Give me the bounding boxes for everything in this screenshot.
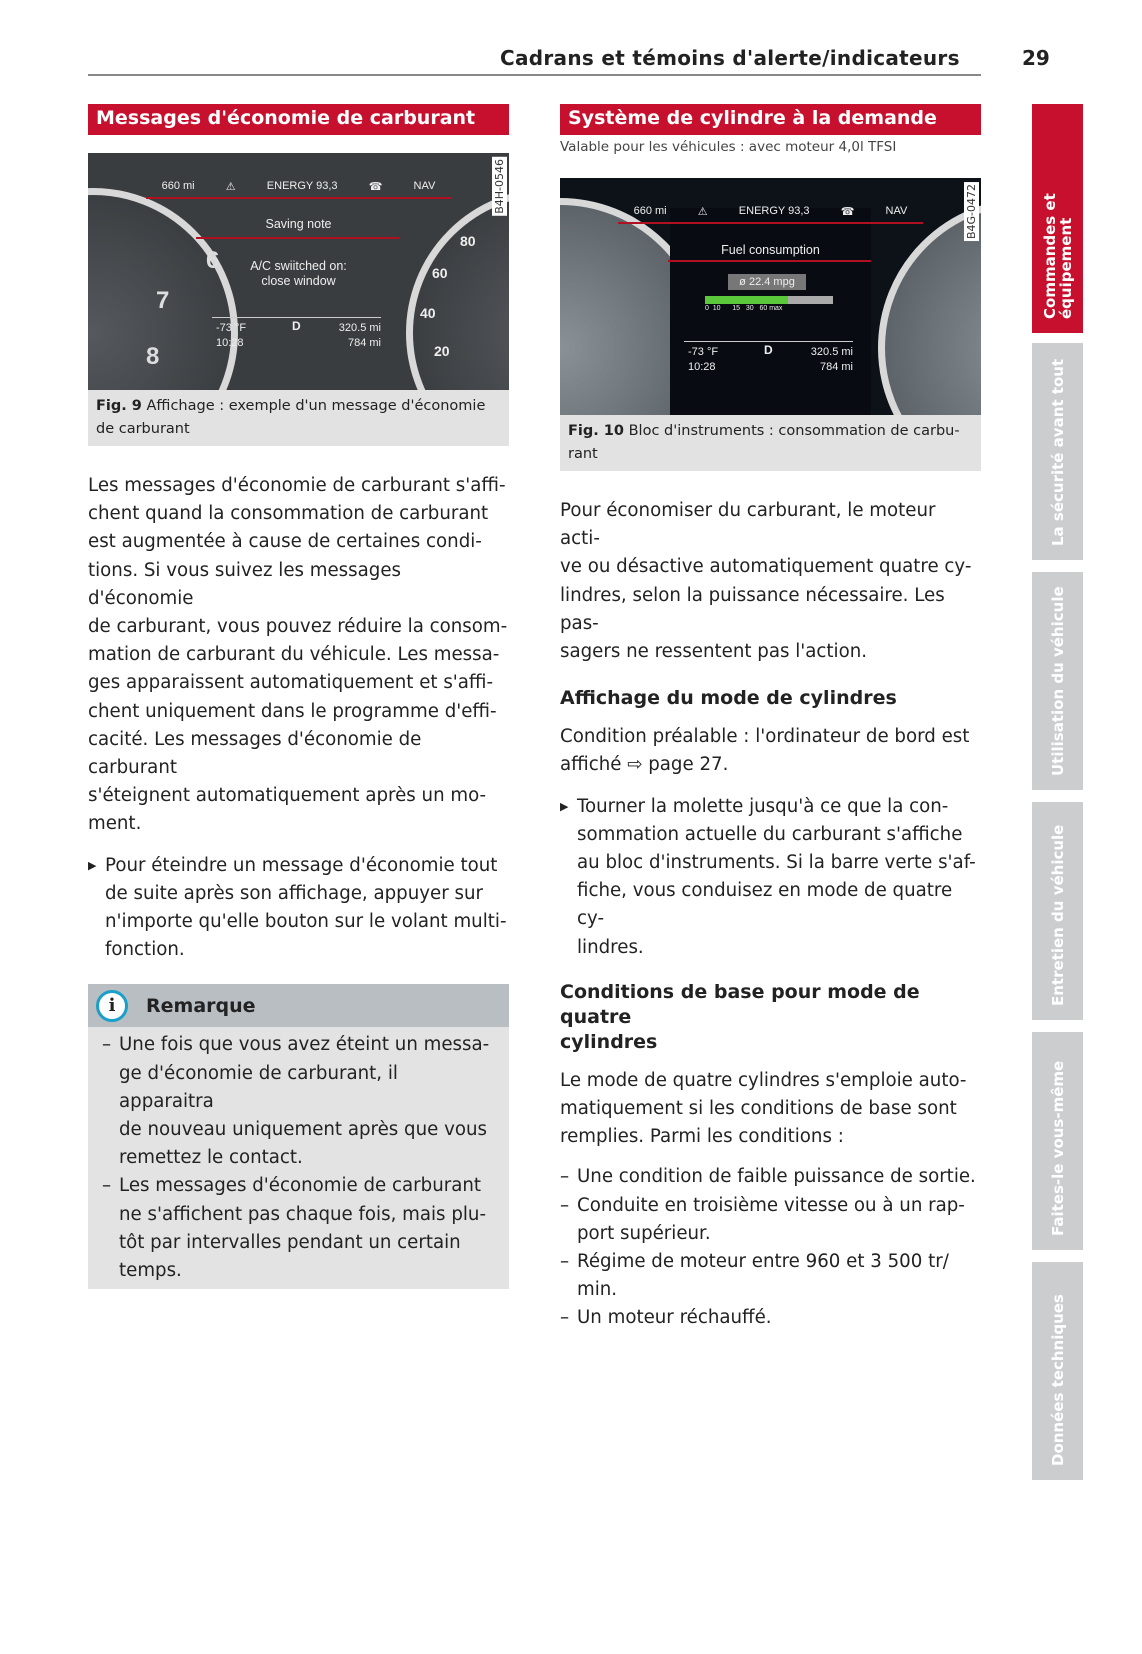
phone-icon: ☎ — [368, 180, 383, 193]
chapter-tab-label: Entretien du véhicule — [1048, 824, 1067, 1006]
consumption-bar — [705, 296, 833, 304]
text-line: Condition préalable : l'ordinateur de bord est — [560, 726, 970, 748]
figure-code: B4H-0546 — [493, 159, 506, 214]
text-line: Les messages d'économie de carburant s'affi- — [88, 475, 506, 496]
text-line: chent uniquement dans le programme d'effi- — [88, 700, 497, 722]
text-line: – Un moteur réchauffé. — [577, 1307, 772, 1329]
validity-note: Valable pour les véhicules : avec moteur 4,0l TFSI — [560, 139, 897, 155]
note-title: Remarque — [146, 994, 256, 1017]
text-line: sagers ne ressentent pas l'action. — [560, 641, 868, 663]
chapter-tab[interactable] — [1032, 1262, 1083, 1480]
consumption-value: ø 22.4 mpg — [728, 274, 806, 290]
warning-icon: ⚠ — [225, 180, 236, 193]
page-number: 29 — [1022, 46, 1050, 70]
text-line: n'importe qu'elle bouton sur le volant multi- — [105, 911, 507, 933]
text-line: ve ou désactive automatiquement quatre cy- — [560, 556, 972, 578]
text-line: remettez le contact. — [119, 1147, 303, 1169]
text-line: cylindres — [560, 1030, 658, 1053]
trip-odo: 320.5 mi 784 mi — [810, 346, 853, 373]
body-paragraph — [560, 497, 981, 666]
text-line: min. — [577, 1279, 618, 1301]
text-line: Conditions de base pour mode de quatre — [560, 980, 920, 1028]
text-line: tôt par intervalles pendant un certain — [119, 1231, 461, 1253]
chapter-tab-label: Données techniques — [1048, 1294, 1067, 1466]
dial-number: 20 — [434, 343, 450, 359]
text-line: ▶ Pour éteindre un message d'économie tout — [105, 854, 498, 876]
text-line: ment. — [88, 813, 142, 835]
section-title: Système de cylindre à la demande — [560, 104, 981, 135]
chapter-tab[interactable] — [1032, 104, 1083, 333]
note-item — [102, 1172, 495, 1285]
dial-number: 7 — [156, 287, 170, 314]
chapter-tab[interactable] — [1032, 572, 1083, 790]
screen-title: Fuel consumption — [721, 243, 820, 257]
instruction-bullet — [560, 793, 981, 962]
cluster-topbar — [618, 200, 923, 224]
text-line: chent quand la consommation de carburant — [88, 503, 489, 525]
subheading — [560, 980, 981, 1055]
temp-time: -73 °F 10:28 — [216, 322, 247, 349]
text-line: ▶ Tourner la molette jusqu'à ce que la con- — [577, 795, 949, 817]
header-rule — [88, 74, 981, 76]
text-line: Le mode de quatre cylindres s'emploie auto- — [560, 1069, 967, 1091]
conditions-list — [560, 1163, 981, 1332]
chapter-tab[interactable] — [1032, 802, 1083, 1020]
text-line: – Une condition de faible puissance de sortie. — [577, 1166, 976, 1188]
instruction-bullet — [88, 852, 509, 965]
text-line: de suite après son affichage, appuyer sur — [105, 882, 483, 904]
info-icon: i — [96, 990, 128, 1022]
screen-title: Saving note — [265, 217, 332, 231]
text-line: temps. — [119, 1260, 182, 1282]
text-line: s'éteignent automatiquement après un mo- — [88, 785, 487, 807]
section-title: Messages d'économie de carburant — [88, 104, 509, 135]
text-line: ges apparaissent automatiquement et s'affi- — [88, 672, 494, 694]
text-line: de carburant, vous pouvez réduire la consom- — [88, 616, 508, 638]
dial-number: 60 — [432, 265, 448, 281]
nav: NAV — [413, 180, 436, 192]
text-line: lindres. — [577, 936, 644, 958]
gear: D — [292, 319, 301, 333]
phone-icon: ☎ — [840, 205, 855, 218]
figure-10-cluster — [560, 178, 981, 415]
text-line: de nouveau uniquement après que vous — [119, 1119, 487, 1141]
right-column — [560, 104, 981, 1333]
figure-9-cluster — [88, 153, 509, 390]
list-item — [560, 1163, 981, 1191]
cluster-topbar — [146, 175, 451, 199]
dial-number: 8 — [146, 343, 160, 370]
range: 660 mi — [633, 205, 667, 217]
dial-number: 40 — [420, 305, 436, 321]
text-line: – Régime de moteur entre 960 et 3 500 tr/ — [577, 1251, 949, 1273]
subheading: Affichage du mode de cylindres — [560, 687, 897, 710]
text-line: est augmentée à cause de certaines condi- — [88, 531, 482, 553]
running-title: Cadrans et témoins d'alerte/indicateurs — [500, 46, 960, 70]
radio: ENERGY 93,3 — [738, 205, 810, 217]
chapter-tab-label: La sécurité avant tout — [1048, 358, 1067, 546]
chapter-tab[interactable] — [1032, 1032, 1083, 1250]
nav: NAV — [885, 205, 908, 217]
list-item — [560, 1304, 981, 1332]
chapter-tab[interactable] — [1032, 343, 1083, 560]
text-line: tions. Si vous suivez les messages d'économie — [88, 559, 401, 609]
screen-message: A/C swiitched on: close window — [250, 259, 347, 288]
text-line: ne s'affichent pas chaque fois, mais plu- — [119, 1203, 487, 1225]
figure-caption: Fig. 9 Affichage : exemple d'un message d'économie de carburant — [88, 390, 509, 446]
left-column — [88, 104, 509, 1289]
warning-icon: ⚠ — [697, 205, 708, 218]
bar-scale: 0 10 15 30 60 max — [705, 305, 783, 312]
text-line: remplies. Parmi les conditions : — [560, 1126, 844, 1148]
chapter-tab-label: Faites-le vous-même — [1048, 1060, 1067, 1236]
precondition — [560, 723, 981, 779]
text-line: matiquement si les conditions de base sont — [560, 1098, 957, 1120]
chapter-tab-label: Utilisation du véhicule — [1048, 586, 1067, 776]
text-line: fiche, vous conduisez en mode de quatre cy- — [577, 880, 953, 930]
consumption-bar-fill — [705, 296, 788, 304]
list-item — [560, 1248, 981, 1304]
dial-number: 80 — [460, 233, 476, 249]
radio: ENERGY 93,3 — [266, 180, 338, 192]
chapter-tab-label: Commandes et équipement — [1040, 193, 1075, 319]
text-line: affiché ⇨ page 27. — [560, 754, 729, 776]
text-line: au bloc d'instruments. Si la barre verte s'af- — [577, 852, 976, 874]
text-line: cacité. Les messages d'économie de carburant — [88, 728, 422, 779]
list-item — [560, 1192, 981, 1248]
body-paragraph — [560, 1067, 981, 1152]
dial-number: 6 — [206, 247, 220, 274]
text-line: – Conduite en troisième vitesse ou à un rap- — [577, 1194, 965, 1216]
text-line: ge d'économie de carburant, il apparaitra — [119, 1062, 398, 1112]
range: 660 mi — [161, 180, 195, 192]
text-line: – Une fois que vous avez éteint un messa- — [119, 1034, 490, 1056]
figure-code: B4G-0472 — [965, 184, 978, 240]
note-box — [88, 984, 509, 1289]
text-line: – Les messages d'économie de carburant — [119, 1175, 482, 1197]
text-line: port supérieur. — [577, 1222, 711, 1244]
text-line: lindres, selon la puissance nécessaire. Les pas- — [560, 584, 945, 634]
figure-caption: Fig. 10 Bloc d'instruments : consommation de carbu-rant — [560, 415, 981, 471]
trip-odo: 320.5 mi 784 mi — [338, 322, 381, 349]
text-line: fonction. — [105, 939, 185, 961]
temp-time: -73 °F 10:28 — [688, 346, 719, 373]
text-line: sommation actuelle du carburant s'affiche — [577, 823, 963, 845]
note-header — [88, 984, 509, 1027]
text-line: mation de carburant du véhicule. Les messa- — [88, 644, 500, 666]
body-paragraph — [88, 472, 509, 839]
text-line: Pour économiser du carburant, le moteur acti- — [560, 500, 936, 550]
note-item — [102, 1031, 495, 1172]
gear: D — [764, 343, 773, 357]
